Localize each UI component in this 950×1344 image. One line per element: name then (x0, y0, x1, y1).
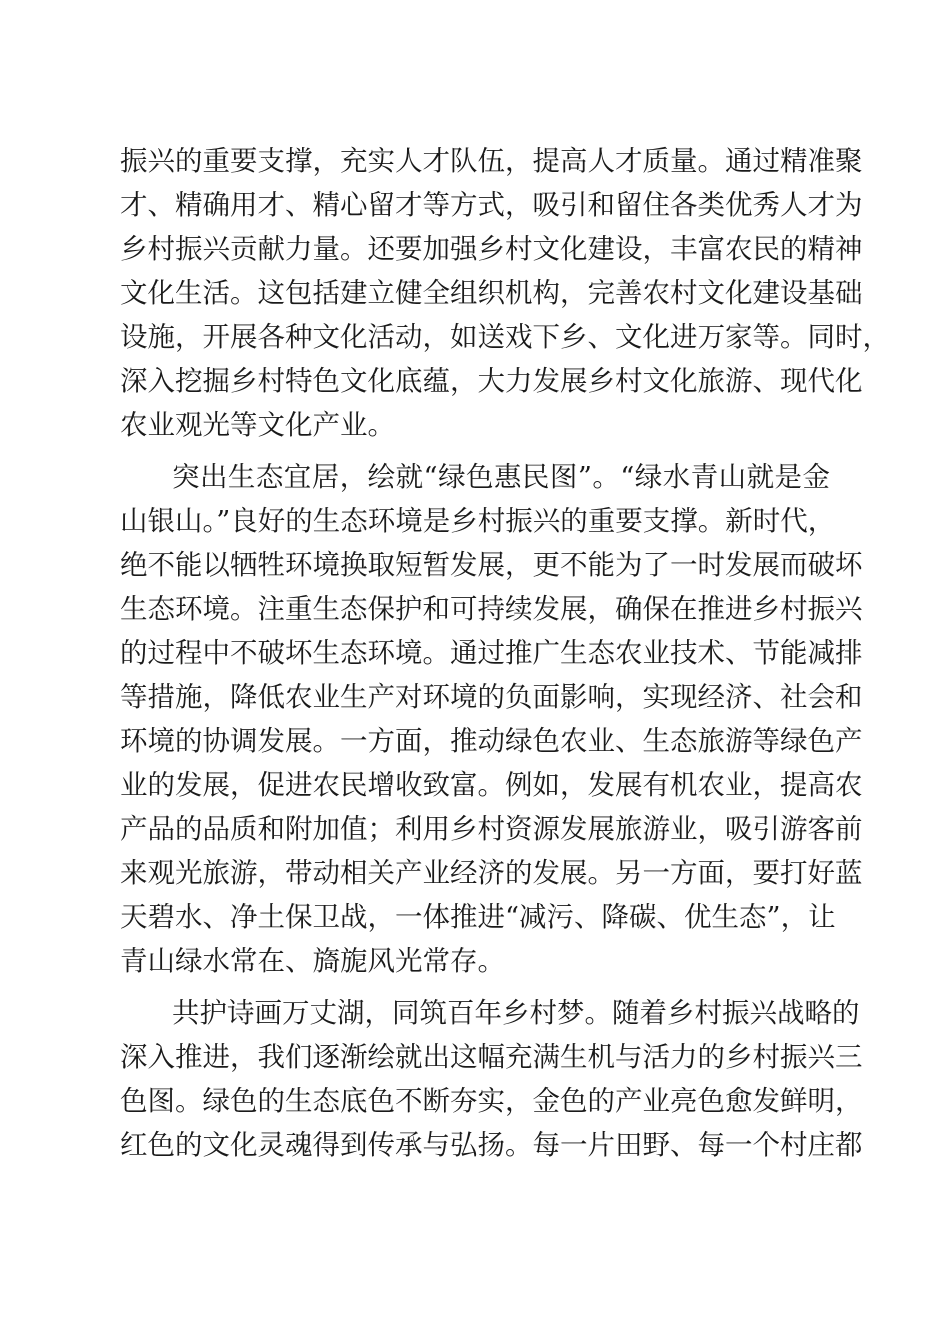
text-line: 青山绿水常在、旖旎风光常存。 (120, 945, 505, 977)
text-line: 红色的文化灵魂得到传承与弘扬。每一片田野、每一个村庄都 (120, 1129, 863, 1161)
text-line: 生态环境。注重生态保护和可持续发展，确保在推进乡村振兴 (120, 593, 863, 625)
text-line: 山银山。”良好的生态环境是乡村振兴的重要支撑。新时代， (120, 505, 836, 537)
text-line: 产品的品质和附加值；利用乡村资源发展旅游业，吸引游客前 (120, 813, 863, 845)
text-line: 才、精确用才、精心留才等方式，吸引和留住各类优秀人才为 (120, 189, 863, 221)
text-line: 振兴的重要支撑，充实人才队伍，提高人才质量。通过精准聚 (120, 145, 863, 177)
paragraph-start-line: 突出生态宜居，绘就“绿色惠民图”。“绿水青山就是金 (172, 461, 830, 493)
text-line: 深入推进，我们逐渐绘就出这幅充满生机与活力的乡村振兴三 (120, 1041, 863, 1073)
text-line: 乡村振兴贡献力量。还要加强乡村文化建设，丰富农民的精神 (120, 233, 863, 265)
text-line: 天碧水、净土保卫战，一体推进“减污、降碳、优生态”，让 (120, 901, 836, 933)
text-line: 深入挖掘乡村特色文化底蕴，大力发展乡村文化旅游、现代化 (120, 365, 863, 397)
text-line: 设施，开展各种文化活动，如送戏下乡、文化进万家等。同时， (120, 321, 890, 353)
text-line: 环境的协调发展。一方面，推动绿色农业、生态旅游等绿色产 (120, 725, 863, 757)
paragraph-start-line: 共护诗画万丈湖，同筑百年乡村梦。随着乡村振兴战略的 (172, 997, 860, 1029)
text-line: 来观光旅游，带动相关产业经济的发展。另一方面，要打好蓝 (120, 857, 863, 889)
text-line: 绝不能以牺牲环境换取短暂发展，更不能为了一时发展而破坏 (120, 549, 863, 581)
text-line: 的过程中不破坏生态环境。通过推广生态农业技术、节能减排 (120, 637, 863, 669)
text-line: 业的发展，促进农民增收致富。例如，发展有机农业，提高农 (120, 769, 863, 801)
text-line: 色图。绿色的生态底色不断夯实，金色的产业亮色愈发鲜明， (120, 1085, 863, 1117)
text-line: 农业观光等文化产业。 (120, 409, 395, 441)
text-line: 等措施，降低农业生产对环境的负面影响，实现经济、社会和 (120, 681, 863, 713)
text-line: 文化生活。这包括建立健全组织机构，完善农村文化建设基础 (120, 277, 863, 309)
